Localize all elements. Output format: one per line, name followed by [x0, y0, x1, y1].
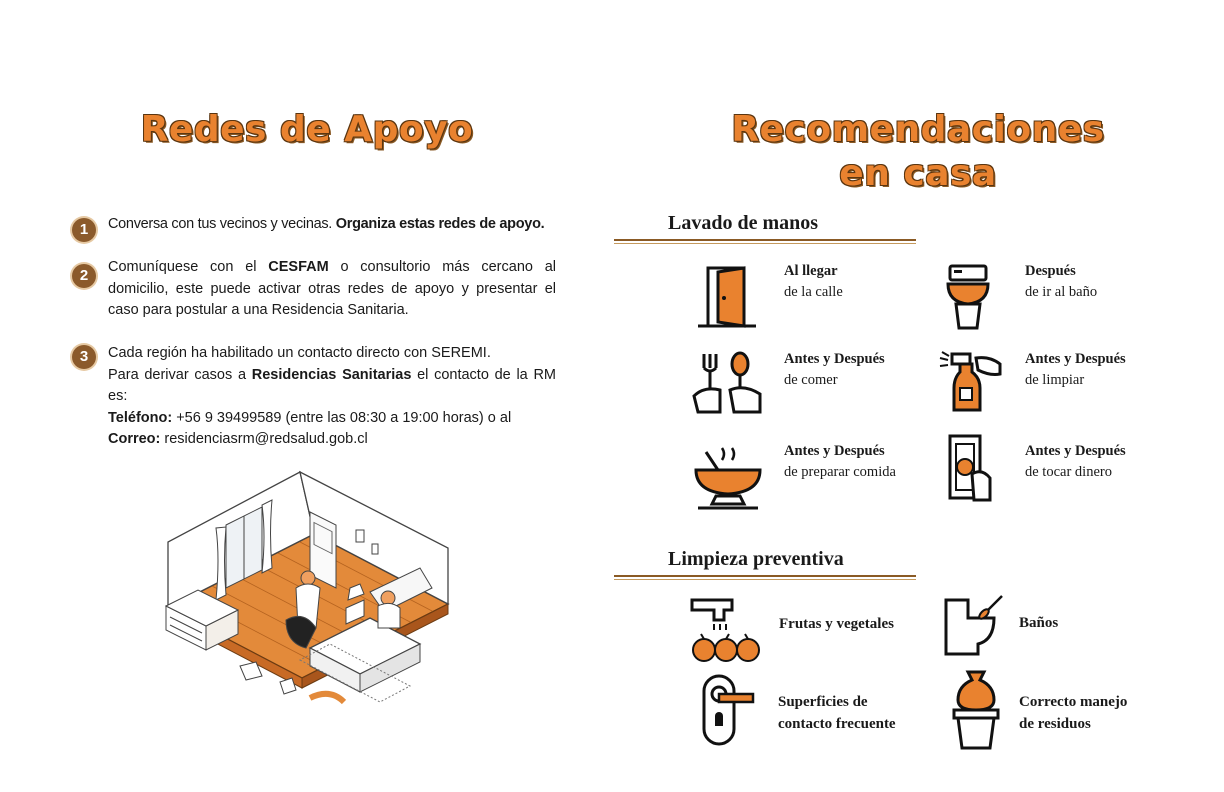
mail-value[interactable]: residenciasrm@redsalud.gob.cl: [160, 431, 368, 447]
step-3-text: Cada región ha habilitado un contacto directo con SEREMI. Para derivar casos a Residencias Sanitarias el contacto de la RM es: Teléfono: +56 9 39499589 (entre las 08:30 a 19:00 horas) o al Correo: residenciasrm@redsalud.gob.cl: [108, 345, 556, 447]
handwash-item-5: Antes y Después de preparar comida: [784, 443, 896, 480]
room-illustration: [160, 470, 452, 754]
door-handle-icon: [700, 672, 758, 748]
handwash-item-4: Antes y Después de limpiar: [1025, 351, 1126, 388]
phone-label: Teléfono:: [108, 409, 173, 426]
left-title: Redes de Apoyo: [140, 109, 474, 150]
cleaning-heading: Limpieza preventiva: [668, 548, 844, 570]
handwash-item-3: Antes y Después de comer: [784, 351, 885, 388]
step-2-text: Comuníquese con el CESFAM o consultorio más cercano al domicilio, este puede activar otras redes de apoyo y presentar el caso para postular a una Residencia Sanitaria.: [108, 259, 557, 318]
cutlery-icon: [690, 350, 768, 416]
cleaning-item-2: Baños: [1019, 615, 1059, 631]
mail-label: Correo:: [108, 431, 161, 447]
fruit-wash-icon: [690, 596, 762, 664]
trash-bin-icon: [952, 668, 1000, 752]
toilet-icon: [944, 264, 992, 332]
step-1-text: Conversa con tus vecinos y vecinas. Organiza estas redes de apoyo.: [108, 216, 545, 232]
handwash-heading: Lavado de manos: [668, 212, 819, 234]
handwash-item-1: Al llegar de la calle: [784, 263, 843, 300]
cleaning-item-3: Superficies de contacto frecuente: [778, 694, 896, 732]
toilet-brush-icon: [942, 594, 1008, 658]
step-1-badge: 1: [72, 218, 96, 242]
right-title: Recomendaciones en casa: [731, 109, 1105, 194]
door-icon: [694, 264, 760, 330]
money-icon: [946, 434, 996, 504]
handwash-rule-thin: [614, 243, 916, 244]
spray-icon: [938, 348, 1004, 414]
phone-value: +56 9 39499589 (entre las 08:30 a 19:00 horas) o al: [172, 409, 512, 426]
cleaning-rule: [614, 575, 916, 577]
cooking-pot-icon: [692, 446, 764, 512]
cleaning-rule-thin: [614, 579, 916, 580]
cleaning-item-4: Correcto manejo de residuos: [1019, 694, 1128, 732]
handwash-item-2: Después de ir al baño: [1025, 263, 1098, 300]
cleaning-item-1: Frutas y vegetales: [779, 616, 894, 632]
handwash-item-6: Antes y Después de tocar dinero: [1025, 443, 1126, 480]
step-3-badge: 3: [72, 345, 96, 369]
handwash-rule: [614, 239, 916, 241]
step-2-badge: 2: [72, 264, 96, 288]
